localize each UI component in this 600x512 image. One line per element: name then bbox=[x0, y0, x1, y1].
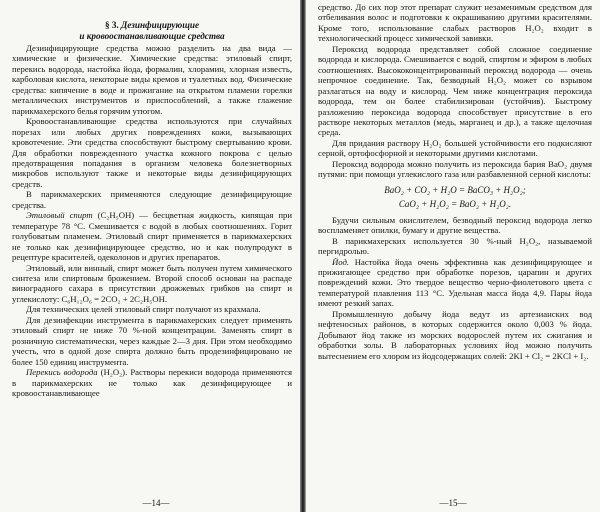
paragraph: Дезинфицирующие средства можно разделить на два вида — химические и физические. Химические средства: этиловый спирт, перекись водорода, настойка йода, формалин, хлорамин, хлорная известь, карболовая кислота, некоторые виды кремов и туалетных вод. Физические средства: кипячение в воде и прожигание на открытом пламени горелки металлических инструментов и приспособлений, а также глажение парикмахерского белья горячим утюгом. bbox=[12, 43, 292, 116]
paragraph: Промышленную добычу йода ведут из артезианских вод нефтеносных районов, в которых содержится около 0,003 % йода. Добывают йод также из морских водорослей путем их сжигания и обработки золы. В лабораторных условиях йод можно получить вытеснением его хлором из йодсодержащих солей: 2KI + Cl₂ = 2KCl + I₂. bbox=[318, 308, 592, 361]
formula-barium-acid: CaO₂ + H₂O₂ = BaO₂ + H₂O₂. bbox=[398, 198, 512, 209]
paragraph: Кровоостанавливающие средства используются при случайных порезах или любых других повреждениях кожи, вызывающих кровотечение. Эти средства способствуют быстрому свертыванию крови. Для обработки поврежденного участка кожного покрова с целью предотвращения попадания в организм человека болезнетворных микробов используют также и некоторые виды дезинфицирующих средств. bbox=[12, 116, 292, 189]
iodine-term: Йод. bbox=[332, 256, 350, 267]
page-number-right: —15— bbox=[439, 498, 467, 508]
paragraph: В парикмахерских применяются следующие дезинфицирующие средства. bbox=[12, 189, 292, 210]
peroxide-text: (H₂O₂). Растворы перекиси водорода применяются в парикмахерских не только как дезинфицирующее и кровоостанавливающее bbox=[12, 367, 292, 398]
paragraph: средство. До сих пор этот препарат служит незаменимым средством для отбеливания волос и подготовки к окрашиванию другими красителями. Кроме того, использование слабых растворов H₂O₂ входит в технологический процесс химической завивки. bbox=[318, 2, 592, 44]
formula-barium-co2: BaO₂ + CO₂ + H₂O = BaCO₃ + H₂O₂; bbox=[384, 184, 526, 195]
paragraph: Пероксид водорода представляет собой сложное соединение водорода и кислорода. Смешивается с водой, спиртом и эфиром в любых соотношениях. Высококонцентрированный пероксид водорода — очень непрочное соединение. Так, безводный H₂O₂ может со взрывом разлагаться на воду и кислород. Чем ниже концентрация пероксида водорода, тем он более стабилизирован (устойчив). Быстрому разложению пероксида водорода способствует присутствие в его растворе некоторых металлов (медь, марганец и др.), а также щелочная среда. bbox=[318, 43, 592, 138]
peroxide-term: Перекись водорода bbox=[26, 367, 98, 378]
ethanol-term: Этиловый спирт bbox=[26, 210, 93, 221]
iodine-paragraph bbox=[318, 257, 592, 309]
section-title-line1: Дезинфицирующие bbox=[121, 20, 200, 30]
paragraph: В парикмахерских используется 30 %-ный H₂O₂, называемой пергидролью. bbox=[318, 235, 592, 257]
ethanol-paragraph bbox=[12, 210, 292, 262]
ethanol-text: (C₂H₅OH) — бесцветная жидкость, кипящая при температуре 78 °С. Смешивается с водой в любых соотношениях. Горит голубоватым пламенем. Этиловый спирт применяется в парикмахерских не только как дезинфицирующее средство, но и как полупродукт в рецептуре красителей, одеколонов и других препаратов. bbox=[12, 210, 292, 263]
paragraph: Этиловый, или винный, спирт может быть получен путем химического синтеза или спиртовым брожением. Второй способ основан на распаде виноградного сахара в присутствии дрожжевых грибков на спирт и углекислоту: C₆H₁₂O₆ = 2CO₂ + 2C₂H₅OH. bbox=[12, 262, 292, 304]
paragraph: Пероксид водорода можно получить из пероксида бария BaO₂ двумя путями: при помощи углекислого газа или разбавленной серной кислоты: bbox=[318, 158, 592, 180]
iodine-text: Настойка йода очень эффективна как дезинфицирующее и прижигающее средство при обработке порезов, царапин и других повреждений кожи. Это твердое вещество черно-фиолетового цвета с температурой плавления 113 °С. Удельная масса йода 4,9. Пары йода имеют резкий запах. bbox=[318, 256, 592, 309]
right-page bbox=[306, 0, 600, 512]
page-number-left: —14— bbox=[142, 498, 170, 508]
section-heading bbox=[12, 20, 292, 31]
section-title-line2: и кровоостанавливающие средства bbox=[79, 31, 225, 41]
paragraph: Для придания раствору H₂O₂ большей устойчивости его подкисляют серной, ортофосфорной и некоторыми другими кислотами. bbox=[318, 137, 592, 159]
paragraph: Для технических целей этиловый спирт получают из крахмала. bbox=[26, 304, 261, 315]
peroxide-paragraph bbox=[12, 367, 292, 398]
paragraph: Для дезинфекции инструмента в парикмахерских следует применять этиловый спирт не ниже 70 %-ной концентрации. Заменять спирт в розничную систематически, через каждые 2—3 дня. При этом необходимо учесть, что в одной дозе спирта должно быть продезинфицировано не более 150 единиц инструмента. bbox=[12, 314, 292, 367]
section-number: § 3. bbox=[104, 20, 119, 30]
paragraph: Будучи сильным окислителем, безводный пероксид водорода легко воспламеняет опилки, бумагу и другие вещества. bbox=[318, 214, 592, 236]
